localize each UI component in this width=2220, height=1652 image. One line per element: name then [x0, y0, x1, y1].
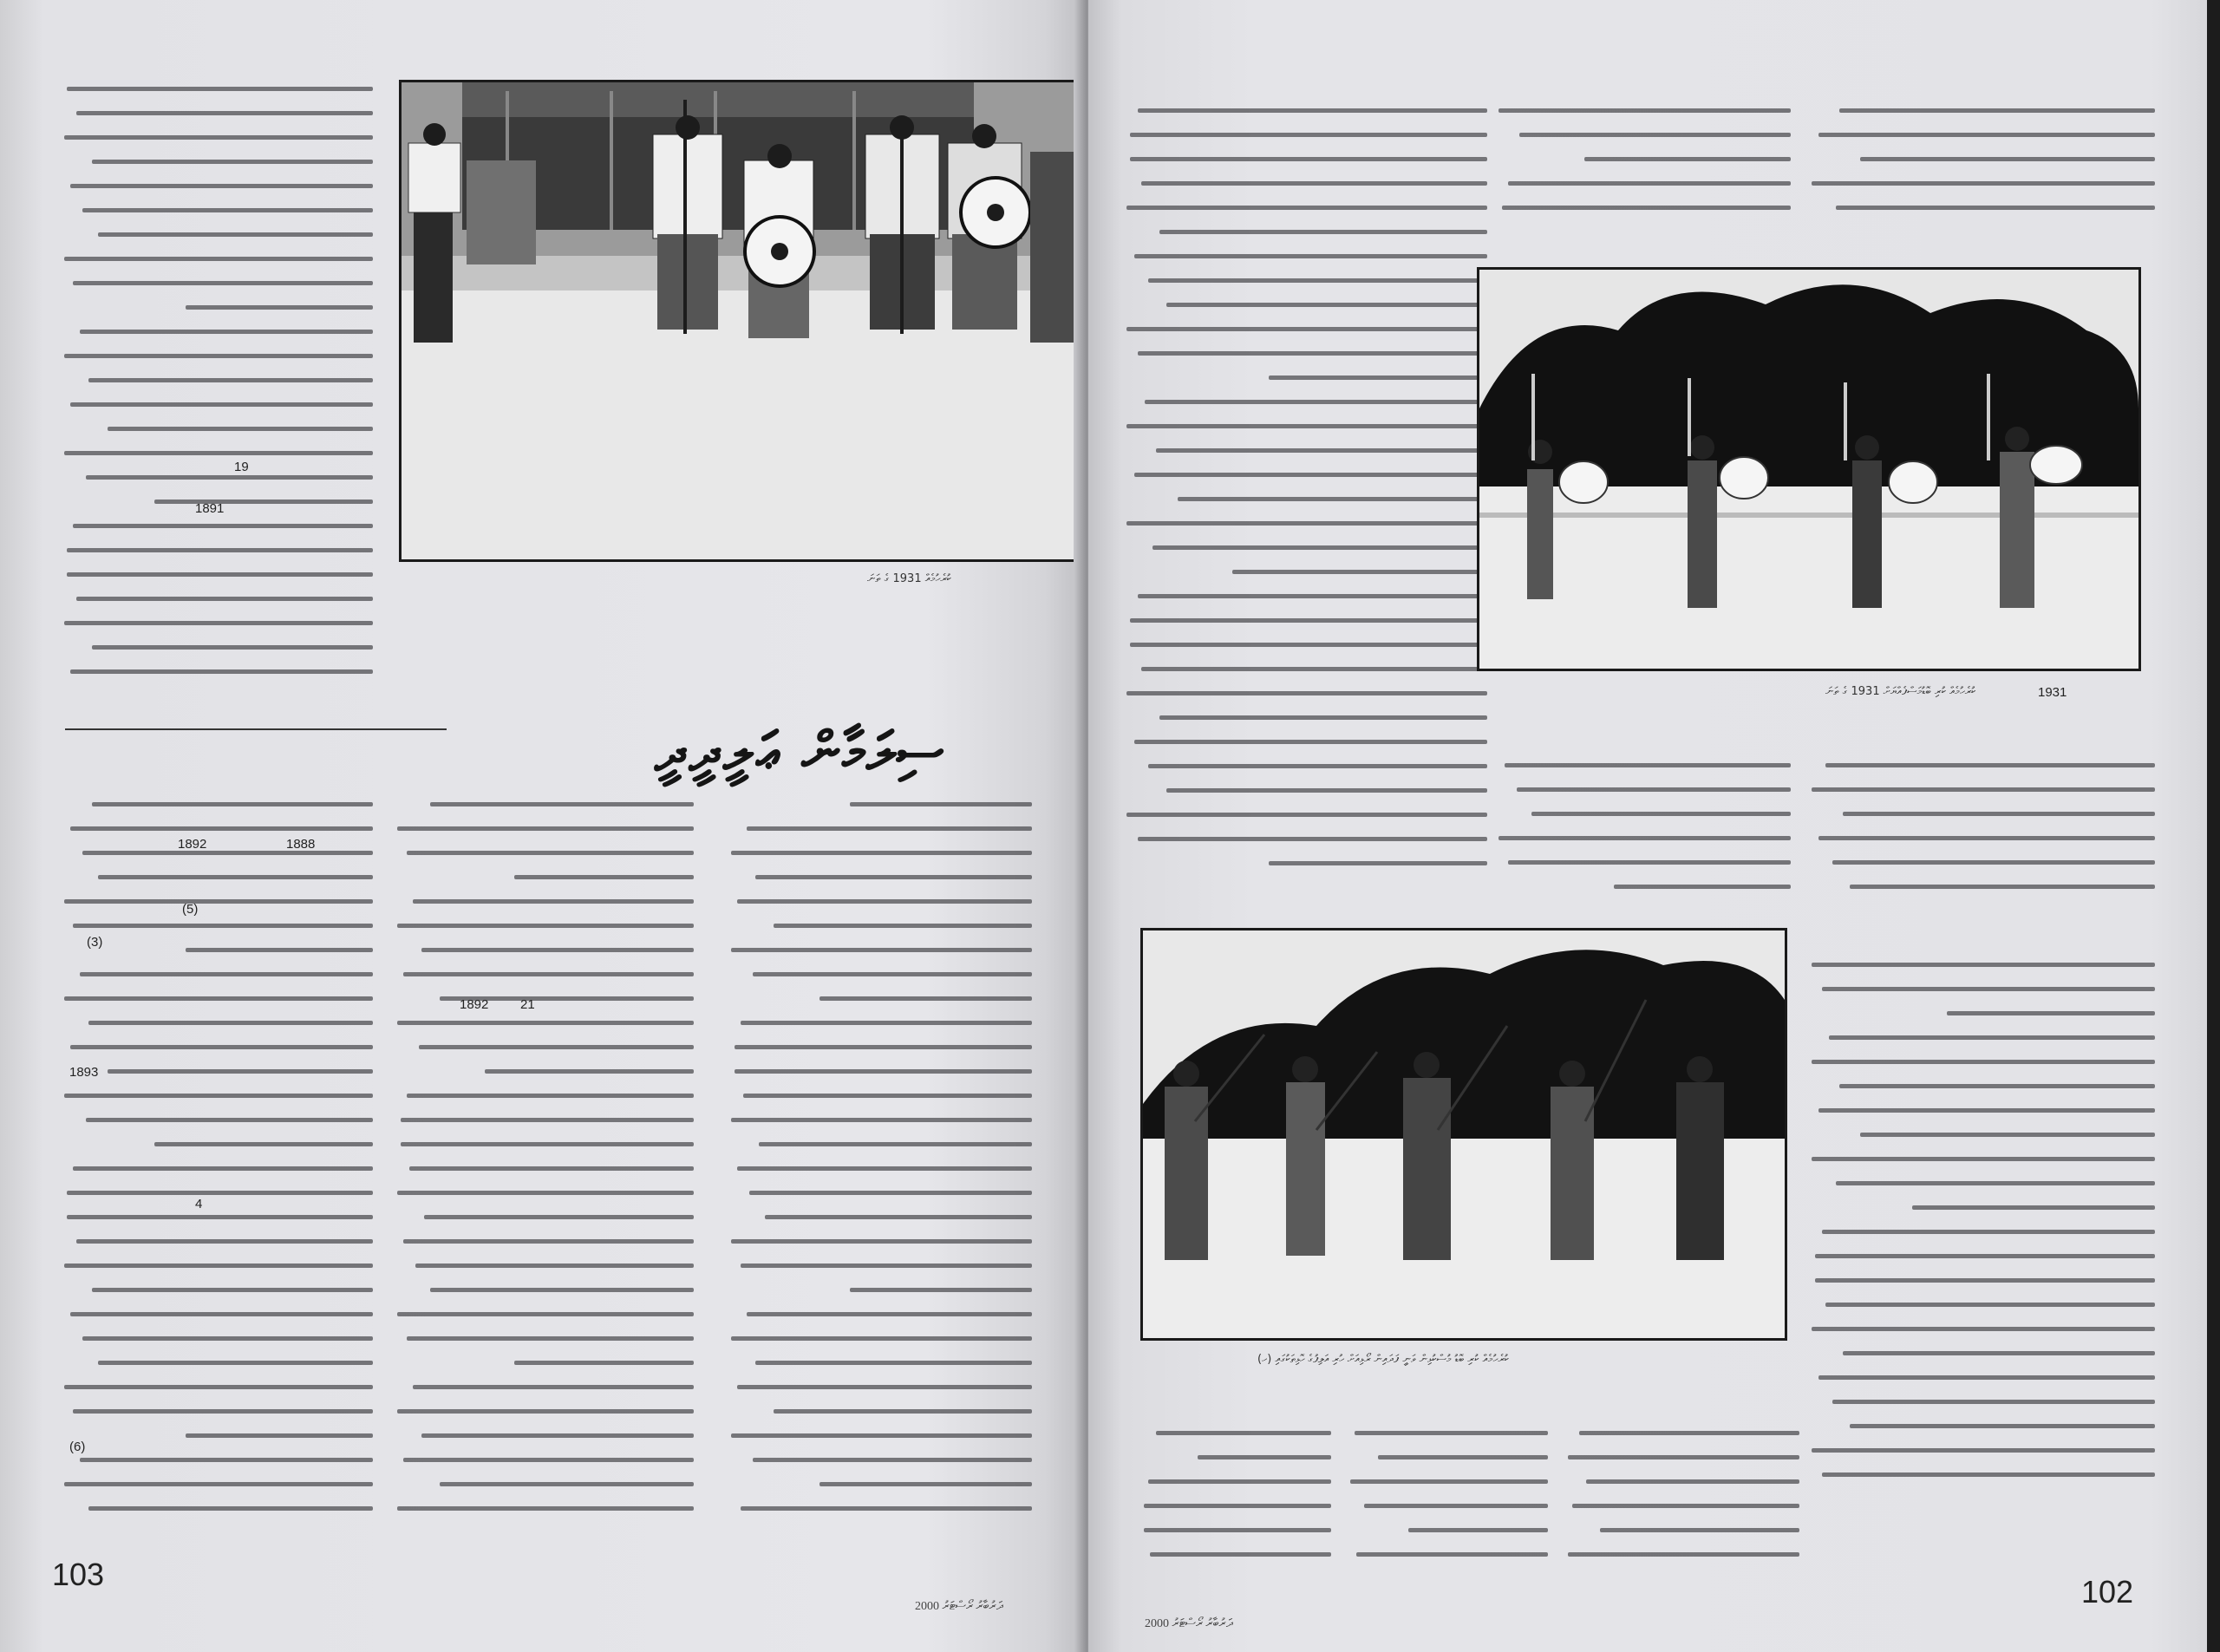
- text-line: [1141, 181, 1487, 186]
- text-line: [1836, 1181, 2155, 1185]
- text-line: [743, 1094, 1032, 1098]
- text-line: [92, 802, 373, 806]
- text-line: [1269, 375, 1487, 380]
- text-line: [747, 1312, 1032, 1316]
- inline-number: (6): [69, 1440, 86, 1454]
- text-column-top-middle: [1496, 108, 1791, 238]
- text-line: [67, 1191, 373, 1195]
- footer-left: ދަރުބާރު ރޯސްޓަރު 2000: [915, 1600, 1003, 1613]
- inline-number: (3): [87, 935, 103, 950]
- text-line: [108, 427, 373, 431]
- text-line: [735, 1045, 1032, 1049]
- inline-number: 19: [234, 460, 249, 474]
- text-line: [819, 996, 1032, 1001]
- text-line: [397, 1021, 694, 1025]
- inline-number: 1892: [460, 997, 489, 1012]
- headline-rule: [65, 728, 447, 730]
- text-line: [88, 1506, 373, 1511]
- inline-number: 1893: [69, 1065, 99, 1080]
- text-line: [80, 972, 373, 976]
- text-line: [421, 1433, 694, 1438]
- text-line: [70, 1312, 373, 1316]
- text-line: [1138, 594, 1487, 598]
- text-line: [1812, 963, 2155, 967]
- text-line: [737, 899, 1032, 904]
- text-line: [1531, 812, 1791, 816]
- text-line: [92, 160, 373, 164]
- text-line: [1159, 715, 1487, 720]
- text-line: [407, 1094, 694, 1098]
- text-column-right: [728, 802, 1032, 1548]
- text-column-bottom-c: [1140, 1431, 1331, 1578]
- text-line: [1126, 521, 1487, 526]
- text-line: [731, 851, 1032, 855]
- text-column-top-right: [1808, 108, 2155, 238]
- text-line: [1843, 1351, 2155, 1355]
- text-line: [755, 875, 1032, 879]
- text-line: [64, 451, 373, 455]
- text-line: [1156, 1431, 1331, 1435]
- text-line: [737, 1385, 1032, 1389]
- text-line: [1364, 1504, 1548, 1508]
- text-line: [70, 669, 373, 674]
- text-line: [82, 851, 373, 855]
- text-line: [1145, 400, 1487, 404]
- text-line: [1600, 1528, 1799, 1532]
- text-line: [397, 1191, 694, 1195]
- text-line: [1350, 1479, 1548, 1484]
- text-line: [76, 1239, 373, 1244]
- inline-number: 4: [195, 1197, 203, 1211]
- text-line: [1134, 473, 1487, 477]
- text-line: [413, 899, 694, 904]
- text-line: [64, 1482, 373, 1486]
- text-line: [1159, 230, 1487, 234]
- text-line: [397, 1312, 694, 1316]
- text-line: [64, 1094, 373, 1098]
- text-line: [1126, 424, 1487, 428]
- text-line: [731, 1336, 1032, 1341]
- text-line: [88, 378, 373, 382]
- text-column-left: [61, 802, 373, 1548]
- text-line: [64, 621, 373, 625]
- text-line: [70, 184, 373, 188]
- text-line: [731, 1118, 1032, 1122]
- text-line: [1822, 987, 2155, 991]
- text-line: [1138, 351, 1487, 356]
- text-line: [430, 1288, 694, 1292]
- text-line: [850, 1288, 1032, 1292]
- text-line: [1586, 1479, 1799, 1484]
- text-line: [741, 1263, 1032, 1268]
- text-line: [753, 972, 1032, 976]
- text-line: [1378, 1455, 1548, 1459]
- text-line: [186, 305, 373, 310]
- text-line: [1812, 1448, 2155, 1453]
- text-line: [92, 645, 373, 650]
- text-line: [80, 1458, 373, 1462]
- text-line: [1508, 181, 1791, 186]
- text-line: [1614, 885, 1791, 889]
- text-line: [82, 208, 373, 212]
- text-line: [1408, 1528, 1548, 1532]
- text-line: [1517, 787, 1791, 792]
- text-column-mid-right: [1808, 763, 2155, 911]
- text-line: [1568, 1552, 1799, 1557]
- text-line: [1860, 1133, 2155, 1137]
- text-line: [154, 500, 373, 504]
- text-line: [1130, 157, 1487, 161]
- text-line: [774, 924, 1032, 928]
- text-line: [514, 1361, 694, 1365]
- text-line: [1152, 545, 1487, 550]
- text-line: [401, 1142, 694, 1146]
- article-headline: ސިލަމާން ޢަލީދީދީ: [655, 720, 946, 783]
- text-line: [73, 924, 373, 928]
- photo-ceremonial-guards: [399, 80, 1081, 562]
- text-line: [1812, 1060, 2155, 1064]
- text-line: [82, 1336, 373, 1341]
- text-line: [421, 948, 694, 952]
- text-line: [1498, 836, 1791, 840]
- text-line: [1519, 133, 1791, 137]
- text-column-mid-middle: [1496, 763, 1791, 911]
- text-line: [64, 354, 373, 358]
- text-line: [98, 232, 373, 237]
- text-line: [514, 875, 694, 879]
- text-line: [401, 1118, 694, 1122]
- text-line: [753, 1458, 1032, 1462]
- text-line: [397, 826, 694, 831]
- text-line: [1818, 836, 2155, 840]
- text-line: [774, 1409, 1032, 1414]
- text-line: [424, 1215, 694, 1219]
- right-page: [1088, 0, 2207, 1652]
- text-line: [70, 402, 373, 407]
- text-line: [1850, 885, 2155, 889]
- text-line: [73, 1166, 373, 1171]
- text-line: [1148, 764, 1487, 768]
- text-line: [1150, 1552, 1331, 1557]
- text-line: [1156, 448, 1487, 453]
- inline-number: (5): [182, 902, 199, 917]
- text-line: [1130, 643, 1487, 647]
- text-line: [1832, 1400, 2155, 1404]
- text-line: [1130, 618, 1487, 623]
- text-column-bottom-b: [1348, 1431, 1548, 1578]
- text-line: [1198, 1455, 1331, 1459]
- text-column-long: [1123, 108, 1487, 906]
- text-line: [731, 1239, 1032, 1244]
- text-line: [1356, 1552, 1548, 1557]
- text-line: [186, 948, 373, 952]
- text-line: [73, 281, 373, 285]
- page-number-left: 103: [52, 1557, 105, 1592]
- text-line: [741, 1506, 1032, 1511]
- text-line: [749, 1191, 1032, 1195]
- text-line: [64, 257, 373, 261]
- text-line: [409, 1166, 694, 1171]
- text-line: [80, 330, 373, 334]
- text-line: [1138, 837, 1487, 841]
- text-line: [1812, 1327, 2155, 1331]
- text-line: [1269, 861, 1487, 865]
- text-line: [67, 548, 373, 552]
- text-line: [731, 1433, 1032, 1438]
- text-line: [1839, 1084, 2155, 1088]
- text-line: [64, 1385, 373, 1389]
- text-column-middle: [395, 802, 694, 1548]
- text-line: [1843, 812, 2155, 816]
- text-line: [86, 475, 373, 480]
- text-line: [747, 826, 1032, 831]
- text-line: [485, 1069, 694, 1074]
- inline-number: 1888: [286, 837, 316, 852]
- text-line: [67, 87, 373, 91]
- text-line: [98, 875, 373, 879]
- text-line: [64, 996, 373, 1001]
- text-line: [1584, 157, 1791, 161]
- text-line: [403, 1458, 694, 1462]
- text-line: [1818, 133, 2155, 137]
- text-line: [76, 597, 373, 601]
- text-line: [413, 1385, 694, 1389]
- left-page: [0, 0, 1088, 1652]
- text-line: [1144, 1504, 1331, 1508]
- text-line: [1860, 157, 2155, 161]
- text-line: [64, 1263, 373, 1268]
- text-line: [430, 802, 694, 806]
- text-line: [1579, 1431, 1799, 1435]
- text-line: [70, 1045, 373, 1049]
- text-line: [735, 1069, 1032, 1074]
- text-line: [1850, 1424, 2155, 1428]
- text-line: [1836, 206, 2155, 210]
- text-line: [403, 972, 694, 976]
- text-line: [1822, 1230, 2155, 1234]
- text-line: [1232, 570, 1487, 574]
- text-line: [1839, 108, 2155, 113]
- text-line: [1815, 1278, 2155, 1283]
- text-line: [1508, 860, 1791, 865]
- text-line: [108, 1069, 373, 1074]
- text-line: [1818, 1375, 2155, 1380]
- text-line: [88, 1021, 373, 1025]
- text-line: [1126, 691, 1487, 695]
- text-line: [1126, 327, 1487, 331]
- text-line: [741, 1021, 1032, 1025]
- text-line: [1355, 1431, 1548, 1435]
- text-line: [1178, 497, 1487, 501]
- text-line: [765, 1215, 1032, 1219]
- text-line: [1126, 813, 1487, 817]
- text-line: [415, 1263, 694, 1268]
- text-line: [67, 1215, 373, 1219]
- page-number-right: 102: [2081, 1574, 2134, 1610]
- text-line: [819, 1482, 1032, 1486]
- text-line: [1572, 1504, 1799, 1508]
- text-line: [1822, 1472, 2155, 1477]
- text-line: [1825, 763, 2155, 767]
- text-line: [1812, 787, 2155, 792]
- text-line: [850, 802, 1032, 806]
- text-line: [1812, 1157, 2155, 1161]
- text-line: [1502, 206, 1791, 210]
- text-column-top-left: [61, 87, 373, 694]
- text-line: [1568, 1455, 1799, 1459]
- text-line: [76, 111, 373, 115]
- text-line: [1812, 181, 2155, 186]
- text-line: [1148, 278, 1487, 283]
- text-line: [1505, 763, 1791, 767]
- text-line: [67, 572, 373, 577]
- text-column-bottom-right: [1808, 963, 2155, 1500]
- text-line: [1134, 740, 1487, 744]
- text-line: [186, 1433, 373, 1438]
- text-line: [755, 1361, 1032, 1365]
- photo-bottom-caption: ކުރެހުމެއް ކުރި ބޮޑު މުސްކުޅިން ވަނީ ފަދައިން ރޯޅިއަށް ހުރި އަލިފުގެ ހޮޅިތަކުގައި (ހ): [1257, 1353, 1509, 1366]
- text-line: [1825, 1303, 2155, 1307]
- page-edge: [2207, 0, 2220, 1652]
- text-line: [86, 1118, 373, 1122]
- photo-shield-dancers: [1477, 267, 2141, 671]
- photo-spear-dancers: [1140, 928, 1787, 1341]
- inline-number: 1931: [2038, 685, 2067, 700]
- text-line: [397, 1409, 694, 1414]
- text-line: [1126, 206, 1487, 210]
- text-line: [73, 1409, 373, 1414]
- text-line: [407, 851, 694, 855]
- text-line: [1134, 254, 1487, 258]
- text-line: [73, 524, 373, 528]
- text-line: [759, 1142, 1032, 1146]
- text-line: [397, 1506, 694, 1511]
- text-line: [1832, 860, 2155, 865]
- inline-number: 21: [520, 997, 535, 1012]
- inline-number: 1892: [178, 837, 207, 852]
- text-line: [92, 1288, 373, 1292]
- text-line: [1829, 1035, 2155, 1040]
- text-line: [407, 1336, 694, 1341]
- photo-top-caption: ކުރެހުމެއް ކުރި ބޮޑުމަސްފެއްޔަށް 1931 ގެ ތަނަ: [1825, 685, 1976, 698]
- text-line: [1141, 667, 1487, 671]
- text-line: [1815, 1254, 2155, 1258]
- text-line: [70, 826, 373, 831]
- text-line: [419, 1045, 694, 1049]
- text-line: [403, 1239, 694, 1244]
- text-line: [440, 1482, 694, 1486]
- text-line: [1138, 108, 1487, 113]
- inline-number: 1891: [195, 501, 225, 516]
- text-column-bottom-a: [1565, 1431, 1799, 1578]
- text-line: [1912, 1205, 2155, 1210]
- text-line: [1166, 303, 1487, 307]
- footer-right: ދަރުބާރު ރޯސްޓަރު 2000: [1145, 1617, 1233, 1630]
- text-line: [98, 1361, 373, 1365]
- text-line: [1818, 1108, 2155, 1113]
- text-line: [1498, 108, 1791, 113]
- text-line: [737, 1166, 1032, 1171]
- text-line: [1166, 788, 1487, 793]
- text-line: [64, 899, 373, 904]
- text-line: [154, 1142, 373, 1146]
- text-line: [1947, 1011, 2155, 1015]
- text-line: [64, 135, 373, 140]
- text-line: [1144, 1528, 1331, 1532]
- text-line: [1130, 133, 1487, 137]
- text-line: [731, 948, 1032, 952]
- text-line: [397, 924, 694, 928]
- photo-caption-top: ކުރެހުމެއް 1931 ގެ ތަނަ: [867, 572, 951, 585]
- text-line: [1148, 1479, 1331, 1484]
